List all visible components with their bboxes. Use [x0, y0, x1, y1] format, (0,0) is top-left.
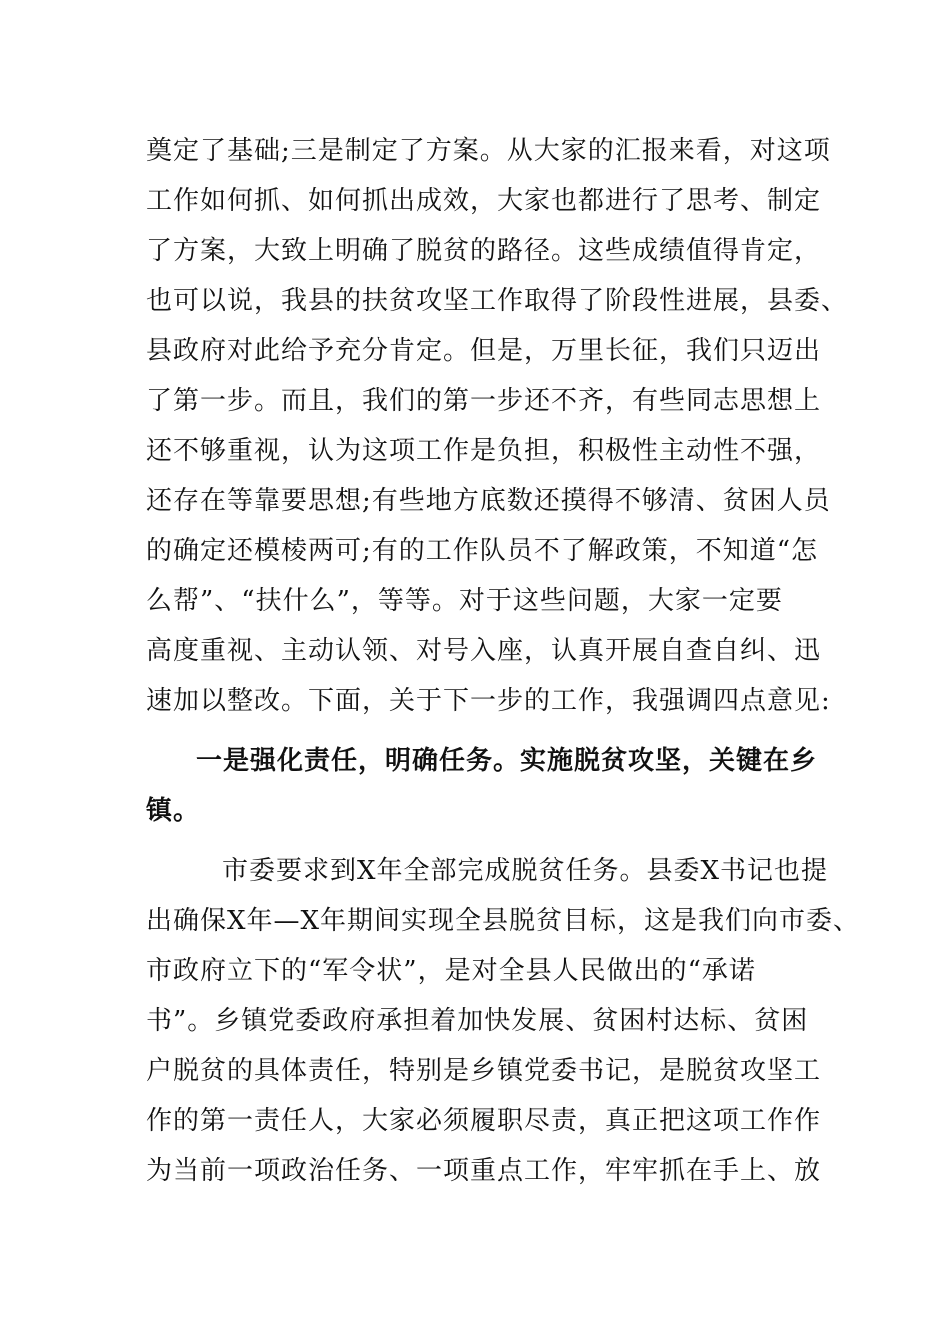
section-heading: 镇。 [146, 796, 201, 826]
body-text-line: 奠定了基础;三是制定了方案。从大家的汇报来看，对这项 [146, 136, 831, 166]
body-text-line: 么帮”、“扶什么”，等等。对于这些问题，大家一定要 [146, 586, 783, 616]
body-text-line: 为当前一项政治任务、一项重点工作，牢牢抓在手上、放 [146, 1156, 822, 1186]
body-text-line: 高度重视、主动认领、对号入座，认真开展自查自纠、迅 [146, 636, 822, 666]
body-text-line: 了第一步。而且，我们的第一步还不齐，有些同志思想上 [146, 386, 822, 416]
body-text-line: 的确定还模棱两可;有的工作队员不了解政策，不知道“怎 [146, 536, 819, 566]
body-text-line: 还不够重视，认为这项工作是负担，积极性主动性不强， [146, 436, 822, 466]
section-heading: 一是强化责任，明确任务。实施脱贫攻坚，关键在乡 [196, 746, 818, 776]
body-text-line: 县政府对此给予充分肯定。但是，万里长征，我们只迈出 [146, 336, 822, 366]
body-text-line: 户脱贫的具体责任，特别是乡镇党委书记，是脱贫攻坚工 [146, 1056, 822, 1086]
body-text-line: 市委要求到X年全部完成脱贫任务。县委X书记也提 [222, 856, 829, 886]
body-text-line: 还存在等靠要思想;有些地方底数还摸得不够清、贫困人员 [146, 486, 831, 516]
body-text-line: 书”。乡镇党委政府承担着加快发展、贫困村达标、贫困 [146, 1006, 809, 1036]
body-text-line: 工作如何抓、如何抓出成效，大家也都进行了思考、制定 [146, 186, 822, 216]
body-text-line: 市政府立下的“军令状”，是对全县人民做出的“承诺 [146, 956, 756, 986]
body-text-line: 出确保X年—X年期间实现全县脱贫目标，这是我们向市委、 [146, 906, 861, 936]
body-text-line: 作的第一责任人，大家必须履职尽责，真正把这项工作作 [146, 1106, 822, 1136]
body-text-line: 速加以整改。下面，关于下一步的工作，我强调四点意见: [146, 686, 831, 716]
body-text-line: 也可以说，我县的扶贫攻坚工作取得了阶段性进展，县委、 [146, 286, 849, 316]
body-text-line: 了方案，大致上明确了脱贫的路径。这些成绩值得肯定， [146, 236, 822, 266]
